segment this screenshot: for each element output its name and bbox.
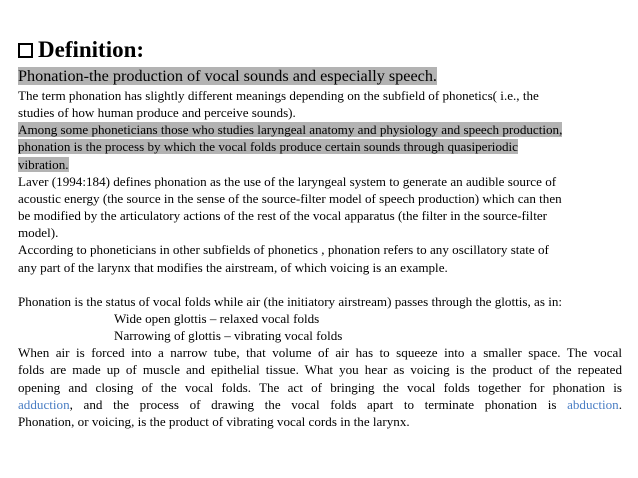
highlighted-line: phonation is the process by which the vocal folds produce certain sounds through quasiperiodic	[18, 139, 518, 155]
definition-heading	[18, 36, 144, 64]
text-line: Phonation is the status of vocal folds while air (the initiatory airstream) passes through the glottis, as in:	[18, 293, 563, 309]
text-line: any part of the larynx that modifies the airstream, of which voicing is an example.	[18, 259, 448, 275]
list-item: Narrowing of glottis – vibrating vocal folds	[114, 328, 343, 344]
body-text	[18, 87, 622, 430]
spacer	[18, 276, 622, 293]
justified-line: opening and closing of the vocal folds. The act of bringing the vocal folds together for phonation is	[18, 379, 622, 395]
checkbox-icon	[18, 43, 33, 58]
text-line: The term phonation has slightly different meanings depending on the subfield of phonetics( i.e., the	[18, 88, 539, 103]
justified-line: adduction, and the process of drawing the vocal folds apart to terminate phonation is abduction.	[18, 396, 622, 412]
abduction-link[interactable]: abduction	[567, 396, 619, 412]
lead-sentence	[18, 66, 437, 86]
highlighted-line: vibration.	[18, 156, 69, 172]
text-line: be modified by the articulatory actions of the rest of the vocal apparatus (the filter in the source-filter	[18, 208, 548, 224]
text-line: model).	[18, 225, 59, 241]
highlighted-line: Among some phoneticians those who studies laryngeal anatomy and physiology and speech production,	[18, 122, 563, 138]
text-line: Laver (1994:184) defines phonation as the use of the laryngeal system to generate an audible source of	[18, 173, 557, 189]
justified-line: When air is forced into a narrow tube, that volume of air has to squeeze into a smaller space. The vocal	[18, 345, 622, 361]
lead-highlight: Phonation-the production of vocal sounds and especially speech.	[18, 67, 437, 85]
text-line: acoustic energy (the source in the sense of the source-filter model of speech production) which can then	[18, 190, 562, 206]
definition-title: Definition:	[38, 37, 145, 62]
adduction-link[interactable]: adduction	[18, 396, 70, 412]
text-line: According to phoneticians in other subfields of phonetics , phonation refers to any oscillatory state of	[18, 242, 549, 258]
text-line: Phonation, or voicing, is the product of vibrating vocal cords in the larynx.	[18, 413, 410, 429]
justified-line: folds are made up of muscle and epithelial tissue. What you hear as voicing is the product of the repeated	[18, 362, 622, 378]
list-item: Wide open glottis – relaxed vocal folds	[114, 311, 320, 327]
text-line: studies of how human produce and perceive sounds).	[18, 105, 296, 121]
